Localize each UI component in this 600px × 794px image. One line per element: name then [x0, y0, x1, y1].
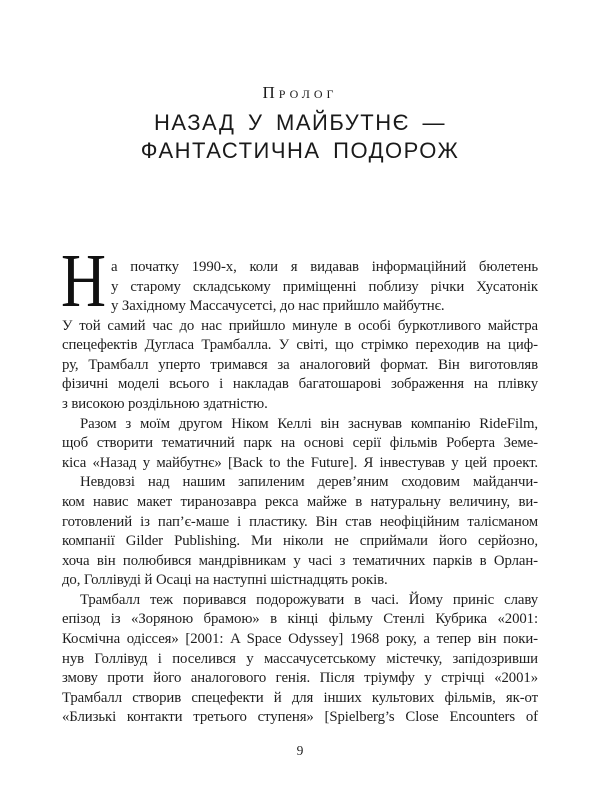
text-line: спецефектів Дугласа Трамбалла. У світі, що стрімко переходив на циф-	[62, 337, 538, 354]
text-line: Невдовзі над нашим запиленим дерев’яним сходовим майданчи-	[80, 474, 538, 491]
chapter-title	[0, 109, 600, 165]
text-line: кіса «Назад у майбутнє» [Back to the Future]. Я інвестував у цей проект.	[62, 454, 538, 471]
chapter-title-line-2: ФАНТАСТИЧНА ПОДОРОЖ	[140, 138, 460, 163]
text-line: Трамбалл створив спецефекти й для інших культових фільмів, як-от	[62, 689, 538, 706]
paragraph	[62, 317, 538, 415]
text-line: у Західному Массачусетсі, до нас прийшло майбутнє.	[111, 298, 445, 315]
text-line: фізичні моделі всього і накладав багатошарові зображення на плівку	[62, 376, 538, 393]
paragraph	[62, 473, 538, 590]
text-line: «Близькі контакти третього ступеня» [Spielberg’s Close Encounters of	[62, 709, 538, 726]
text-line: Космічна одіссея» [2001: A Space Odyssey] 1968 року, а тепер він поки-	[62, 630, 538, 647]
page-number: 9	[296, 743, 304, 758]
text-line: до, Голлівуді й Осаці на наступні шістнадцять років.	[62, 572, 388, 589]
text-line: епізод із «Зоряною брамою» в кінці фільму Стенлі Кубрика «2001:	[62, 611, 538, 628]
text-line: ру, Трамбалл уперто тримався за аналоговий формат. Він виготовляв	[62, 356, 538, 373]
paragraph-dropcap	[61, 239, 538, 323]
dropcap-letter: Н	[61, 239, 106, 323]
text-line: хоча він полюбився мандрівникам у часі з тематичних парків в Орлан-	[62, 552, 538, 569]
text-line: а початку 1990-х, коли я видавав інформаційний бюлетень	[111, 259, 538, 275]
paragraph	[62, 591, 538, 728]
chapter-kicker: Пролог	[262, 83, 338, 102]
dropcap-lines	[111, 258, 538, 317]
text-line: ком навис макет тиранозавра рекса майже в натуральну величину, ви-	[62, 493, 538, 510]
text-line: з високою роздільною здатністю.	[62, 396, 268, 413]
text-line: щоб створити тематичний парк на основі серії фільмів Роберта Земе-	[62, 435, 538, 452]
body-text	[61, 239, 538, 728]
text-line: Трамбалл теж поривався подорожувати в часі. Йому приніс славу	[80, 591, 538, 608]
text-line: компанії Gilder Publishing. Ми ніколи не сприймали його серйозно,	[62, 533, 538, 550]
text-line: готовлений із пап’є-маше і пластику. Він став неофіційним талісманом	[62, 513, 538, 530]
text-line: змову проти його аналогового генія. Після тріумфу у стрічці «2001»	[62, 670, 538, 687]
paragraph	[62, 415, 538, 474]
text-line: Разом з моїм другом Ніком Келлі він заснував компанію RideFilm,	[80, 415, 538, 432]
text-line: У той самий час до нас прийшло минуле в особі буркотливого майстра	[62, 317, 538, 334]
text-line: нув Голлівуд і поселився у массачусетському містечку, запідозривши	[62, 650, 538, 667]
chapter-title-line-1: НАЗАД У МАЙБУТНЄ —	[153, 110, 447, 135]
text-line: у старому складському приміщенні поблизу річки Хусатонік	[111, 278, 538, 295]
